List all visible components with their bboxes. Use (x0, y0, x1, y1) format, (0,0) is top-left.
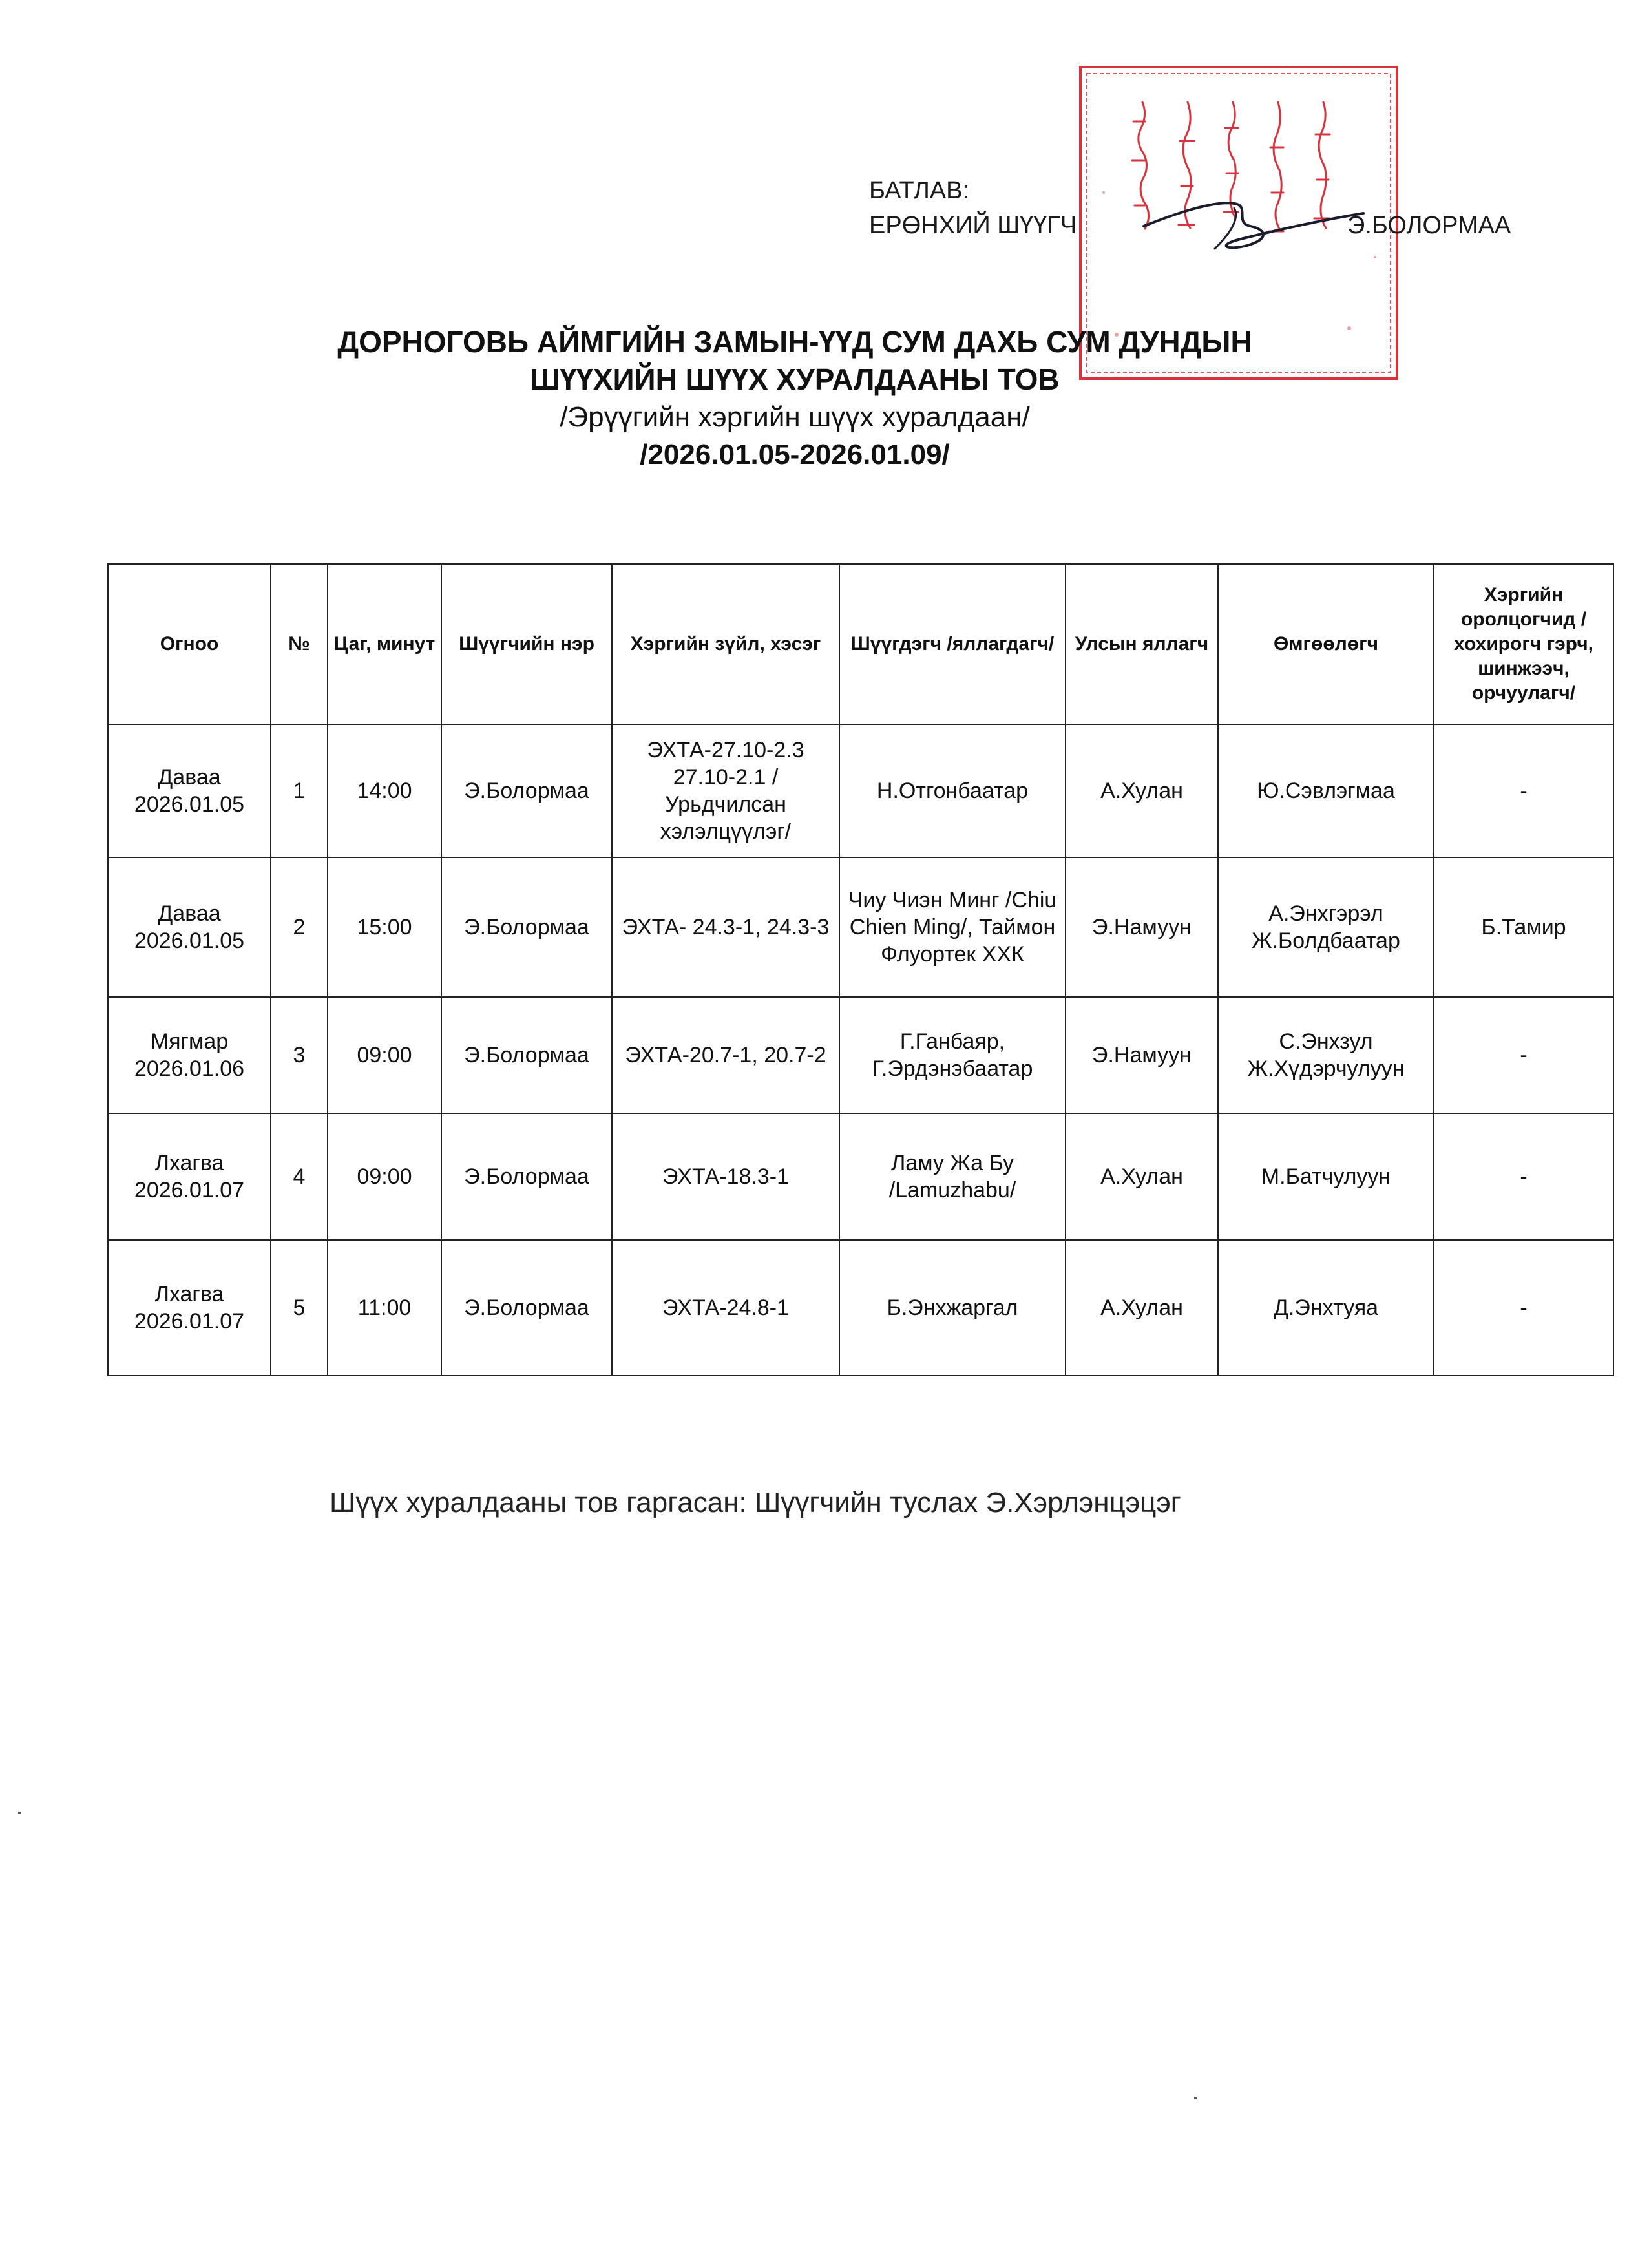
cell-lawyer: С.Энхзул Ж.Хүдэрчулуун (1218, 997, 1434, 1113)
cell-participants: - (1434, 724, 1613, 857)
cell-number: 2 (271, 857, 328, 997)
cell-participants: - (1434, 1113, 1613, 1240)
cell-article: ЭХТА-18.3-1 (612, 1113, 839, 1240)
cell-participants: - (1434, 1240, 1613, 1376)
header-prosecutor: Улсын яллагч (1066, 564, 1218, 724)
cell-lawyer: Ю.Сэвлэгмаа (1218, 724, 1434, 857)
header-number: № (271, 564, 328, 724)
prepared-by-note: Шүүх хуралдааны тов гаргасан: Шүүгчийн туслах Э.Хэрлэнцэцэг (330, 1487, 1181, 1518)
day-name: Даваа (158, 901, 221, 926)
header-participants: Хэргийн оролцогчид /хохирогч гэрч, шинжээч, орчуулагч/ (1434, 564, 1613, 724)
table-row (108, 724, 1613, 857)
cell-article: ЭХТА-20.7-1, 20.7-2 (612, 997, 839, 1113)
cell-number: 3 (271, 997, 328, 1113)
day-name: Даваа (158, 765, 221, 790)
cell-prosecutor: А.Хулан (1066, 1113, 1218, 1240)
cell-judge: Э.Болормаа (441, 1240, 612, 1376)
cell-number: 5 (271, 1240, 328, 1376)
cell-defendant: Г.Ганбаяр, Г.Эрдэнэбаатар (839, 997, 1066, 1113)
hearing-schedule-table (107, 563, 1614, 1376)
title-line-2: ШҮҮХИЙН ШҮҮХ ХУРАЛДААНЫ ТОВ (530, 362, 1060, 396)
title-line-1: ДОРНОГОВЬ АЙМГИЙН ЗАМЫН-ҮҮД СУМ ДАХЬ СУМ ДУНДЫН (337, 325, 1252, 359)
page-title (246, 323, 1344, 398)
cell-article: ЭХТА- 24.3-1, 24.3-3 (612, 857, 839, 997)
cell-prosecutor: А.Хулан (1066, 724, 1218, 857)
header-time: Цаг, минут (328, 564, 441, 724)
day-name: Лхагва (154, 1282, 224, 1307)
table-header-row (108, 564, 1613, 724)
date-value: 2026.01.05 (134, 792, 245, 817)
cell-date (108, 1113, 271, 1240)
table-row (108, 1113, 1613, 1240)
cell-participants: Б.Тамир (1434, 857, 1613, 997)
approval-name: Э.БОЛОРМАА (1347, 212, 1511, 239)
cell-time: 15:00 (328, 857, 441, 997)
header-defendant: Шүүгдэгч /яллагдагч/ (839, 564, 1066, 724)
scan-speck (18, 1812, 21, 1814)
page-subtitle: /Эрүүгийн хэргийн шүүх хуралдаан/ (560, 401, 1030, 433)
scan-speck (1194, 2097, 1197, 2099)
cell-time: 11:00 (328, 1240, 441, 1376)
approval-label: БАТЛАВ: (869, 177, 970, 204)
cell-prosecutor: Э.Намуун (1066, 997, 1218, 1113)
cell-article: ЭХТА-27.10-2.3 27.10-2.1 /Урьдчилсан хэлэлцүүлэг/ (612, 724, 839, 857)
cell-date (108, 857, 271, 997)
date-value: 2026.01.05 (134, 929, 245, 953)
cell-defendant: Н.Отгонбаатар (839, 724, 1066, 857)
cell-prosecutor: А.Хулан (1066, 1240, 1218, 1376)
cell-defendant: Чиу Чиэн Минг /Chiu Chien Ming/, Таймон Флуортек ХХК (839, 857, 1066, 997)
cell-time: 14:00 (328, 724, 441, 857)
cell-lawyer: А.Энхгэрэл Ж.Болдбаатар (1218, 857, 1434, 997)
cell-defendant: Б.Энхжаргал (839, 1240, 1066, 1376)
approval-position: ЕРӨНХИЙ ШҮҮГЧ (869, 212, 1077, 239)
cell-judge: Э.Болормаа (441, 1113, 612, 1240)
date-value: 2026.01.06 (134, 1056, 245, 1081)
cell-time: 09:00 (328, 997, 441, 1113)
cell-number: 1 (271, 724, 328, 857)
cell-lawyer: М.Батчулуун (1218, 1113, 1434, 1240)
cell-article: ЭХТА-24.8-1 (612, 1240, 839, 1376)
date-value: 2026.01.07 (134, 1178, 245, 1202)
cell-judge: Э.Болормаа (441, 997, 612, 1113)
table-row (108, 1240, 1613, 1376)
cell-lawyer: Д.Энхтуяа (1218, 1240, 1434, 1376)
cell-date (108, 724, 271, 857)
table-row (108, 857, 1613, 997)
header-date: Огноо (108, 564, 271, 724)
day-name: Мягмар (150, 1029, 229, 1054)
header-judge: Шүүгчийн нэр (441, 564, 612, 724)
table-row (108, 997, 1613, 1113)
cell-number: 4 (271, 1113, 328, 1240)
cell-date (108, 997, 271, 1113)
approval-block (869, 173, 1511, 243)
header-lawyer: Өмгөөлөгч (1218, 564, 1434, 724)
cell-date (108, 1240, 271, 1376)
cell-defendant: Ламу Жа Бу /Lamuzhabu/ (839, 1113, 1066, 1240)
cell-judge: Э.Болормаа (441, 724, 612, 857)
cell-judge: Э.Болормаа (441, 857, 612, 997)
schedule-period: /2026.01.05-2026.01.09/ (640, 439, 950, 470)
cell-time: 09:00 (328, 1113, 441, 1240)
cell-prosecutor: Э.Намуун (1066, 857, 1218, 997)
header-article: Хэргийн зүйл, хэсэг (612, 564, 839, 724)
cell-participants: - (1434, 997, 1613, 1113)
day-name: Лхагва (154, 1151, 224, 1175)
date-value: 2026.01.07 (134, 1309, 245, 1334)
